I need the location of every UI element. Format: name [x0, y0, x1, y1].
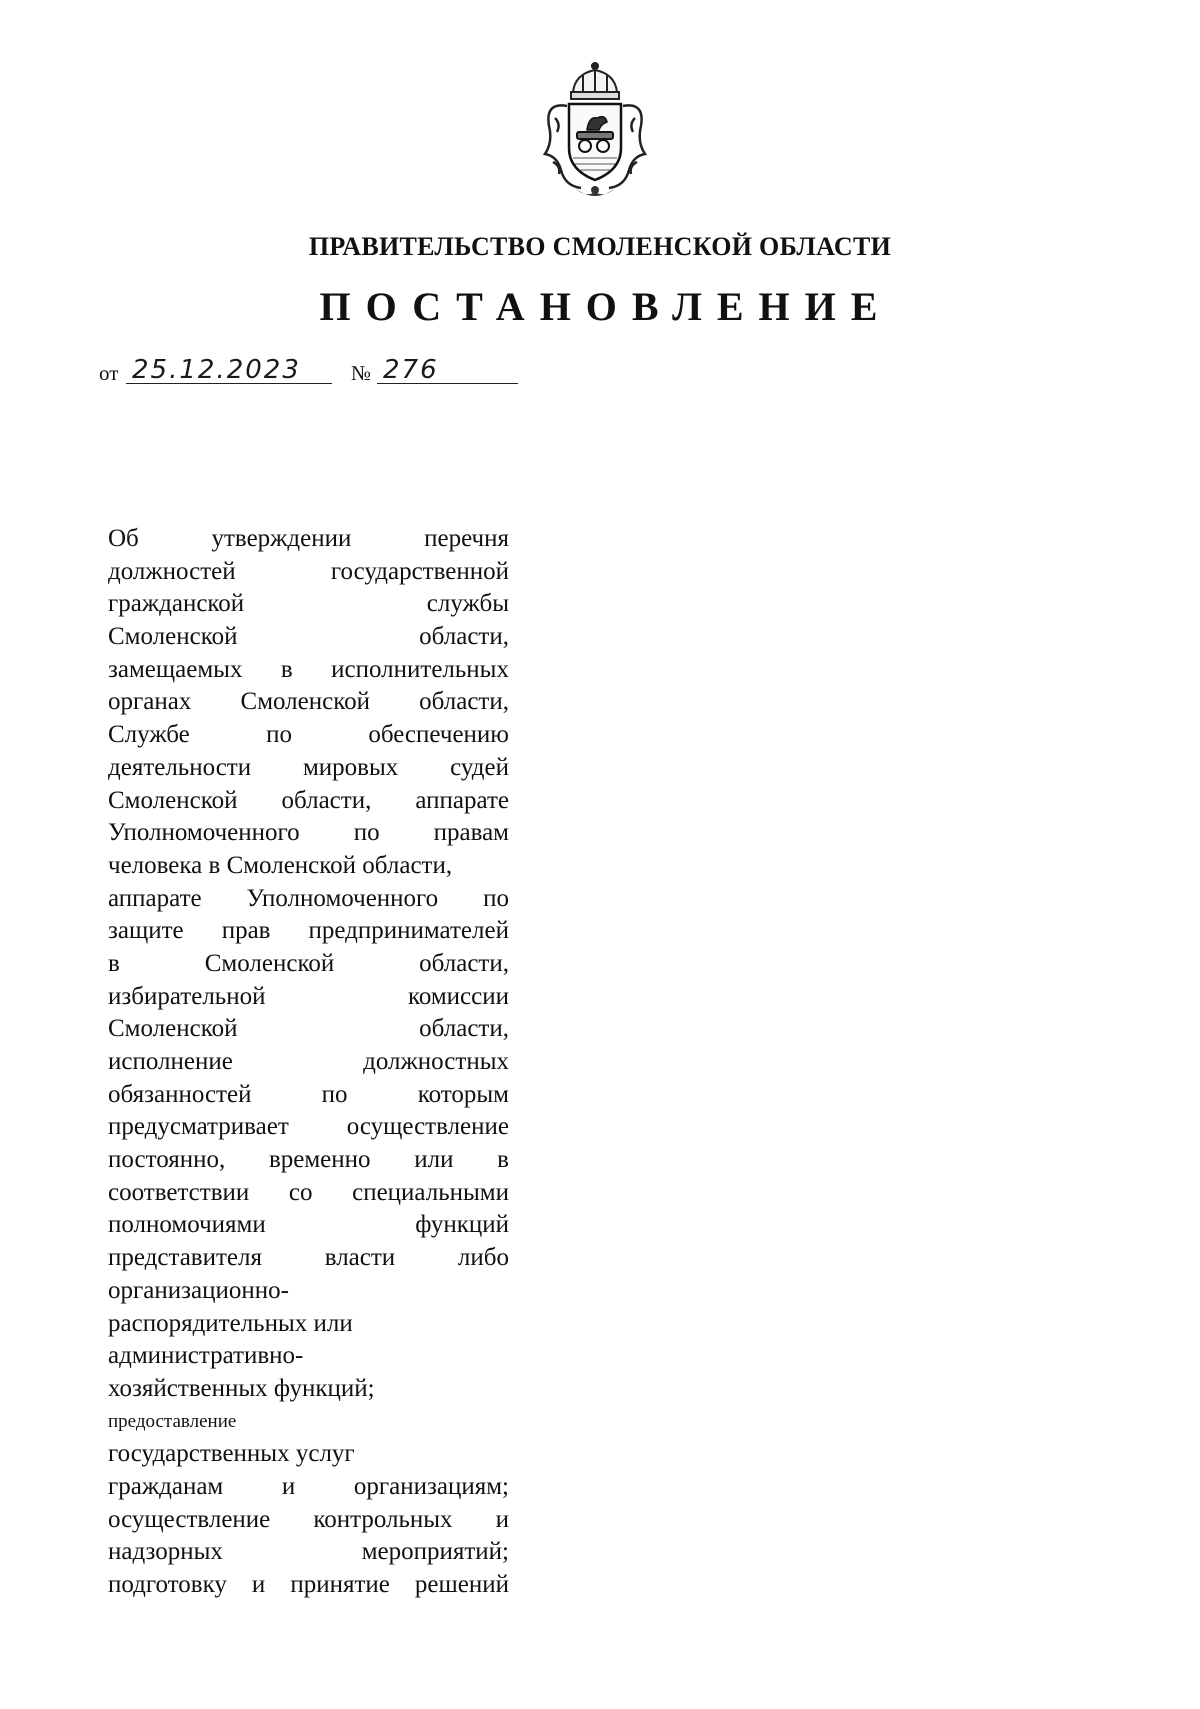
subject-word: аппарате — [415, 786, 509, 814]
subject-word: в — [108, 949, 120, 977]
subject-word: Уполномоченного — [108, 819, 300, 847]
subject-line — [108, 1373, 509, 1406]
subject-word: Смоленской — [108, 786, 238, 814]
subject-word: обязанностей — [108, 1080, 252, 1108]
subject-line — [108, 883, 509, 916]
subject-word: области, — [419, 688, 509, 716]
subject-word: которым — [417, 1080, 509, 1108]
subject-word: перечня — [424, 525, 509, 552]
subject-word: утверждении — [211, 525, 352, 552]
subject-word: и — [251, 1571, 266, 1598]
subject-word: аппарате — [108, 884, 202, 912]
subject-word: функций — [415, 1211, 509, 1239]
subject-word: распорядительных или — [108, 1309, 353, 1337]
subject-word: службы — [426, 590, 509, 618]
subject-word: деятельности — [108, 753, 252, 781]
subject-word: принятие — [290, 1571, 390, 1598]
subject-word: в — [497, 1146, 509, 1174]
subject-word: организационно- — [108, 1276, 289, 1304]
subject-line — [108, 1079, 509, 1112]
subject-word: хозяйственных функций; — [108, 1374, 375, 1402]
subject-line — [108, 1177, 509, 1210]
subject-line — [108, 719, 509, 752]
subject-line — [108, 523, 509, 556]
subject-word: области, — [419, 949, 509, 977]
subject-line — [108, 785, 509, 818]
subject-word: надзорных — [108, 1538, 223, 1566]
subject-word: Об — [108, 525, 139, 552]
subject-word: мероприятий; — [361, 1538, 509, 1566]
subject-line — [108, 1308, 509, 1341]
subject-word: исполнительных — [331, 655, 509, 683]
date-value: 25.12.2023 — [126, 357, 332, 384]
subject-line — [108, 1471, 509, 1504]
smolensk-coat-of-arms-icon — [535, 62, 655, 202]
subject-line — [108, 1275, 509, 1308]
subject-line — [108, 1242, 509, 1275]
subject-word: по — [321, 1080, 348, 1108]
subject-word: Смоленской — [204, 949, 335, 977]
subject-word: области, — [281, 786, 372, 814]
subject-line — [108, 1536, 509, 1569]
subject-line — [108, 1406, 509, 1439]
subject-word: органах — [108, 688, 192, 716]
subject-line — [108, 1013, 509, 1046]
subject-word: области, — [419, 1015, 509, 1043]
subject-word: и — [281, 1472, 296, 1500]
subject-word: человека в Смоленской области, — [108, 851, 453, 879]
subject-word: решений — [414, 1571, 509, 1598]
subject-word: и — [495, 1505, 509, 1533]
subject-word: предоставление — [108, 1410, 237, 1432]
subject-word: соответствии — [108, 1178, 250, 1206]
subject-word: власти — [324, 1244, 396, 1272]
subject-word: представителя — [108, 1244, 262, 1272]
subject-word: специальными — [352, 1178, 509, 1206]
subject-word: предусматривает — [108, 1113, 289, 1141]
subject-line — [108, 621, 509, 654]
subject-word: Уполномоченного — [246, 884, 439, 912]
subject-word: по — [483, 884, 509, 912]
document-type-title: ПОСТАНОВЛЕНИЕ — [319, 284, 893, 329]
subject-word: контрольных — [313, 1505, 453, 1533]
subject-line — [108, 948, 509, 981]
subject-line — [108, 588, 509, 621]
subject-word: по — [266, 721, 292, 749]
subject-word: мировых — [302, 753, 399, 781]
subject-word: либо — [457, 1244, 509, 1272]
subject-word: осуществление — [108, 1505, 271, 1533]
subject-word: замещаемых — [108, 655, 243, 683]
subject-word: должностей — [108, 557, 236, 585]
subject-word: или — [414, 1146, 454, 1174]
subject-word: по — [353, 819, 380, 847]
subject-line — [108, 1111, 509, 1144]
date-prefix: от — [99, 361, 119, 385]
subject-word: постоянно, — [108, 1146, 226, 1174]
subject-line — [108, 556, 509, 589]
subject-line — [108, 686, 509, 719]
subject-word: комиссии — [407, 982, 509, 1010]
subject-line — [108, 1504, 509, 1537]
organization-title: ПРАВИТЕЛЬСТВО СМОЛЕНСКОЙ ОБЛАСТИ — [308, 232, 892, 261]
subject-word: защите — [108, 917, 184, 945]
subject-word: Смоленской — [240, 688, 370, 716]
subject-word: полномочиями — [108, 1211, 266, 1239]
number-sign: № — [351, 361, 372, 385]
subject-line — [108, 1569, 509, 1602]
subject-word: исполнение — [108, 1048, 233, 1075]
subject-word: гражданам — [108, 1472, 224, 1500]
subject-word: временно — [268, 1146, 371, 1174]
subject-word: в — [280, 655, 293, 683]
subject-word: Смоленской — [108, 1015, 238, 1043]
subject-word: избирательной — [108, 982, 266, 1010]
subject-word: государственной — [330, 557, 509, 585]
subject-word: организациям; — [353, 1472, 509, 1500]
subject-word: со — [288, 1178, 313, 1206]
subject-word: гражданской — [108, 590, 245, 618]
subject-word: правам — [433, 819, 509, 847]
subject-line — [108, 850, 509, 883]
subject-word: государственных услуг — [108, 1440, 355, 1468]
subject-word: Смоленской — [108, 623, 238, 651]
subject-word: осуществление — [346, 1113, 509, 1141]
subject-line — [108, 752, 509, 785]
subject-word: прав — [221, 917, 271, 945]
subject-line — [108, 1209, 509, 1242]
subject-word: административно- — [108, 1342, 304, 1370]
subject-line — [108, 1046, 509, 1079]
subject-word: Службе — [108, 721, 190, 749]
subject-line — [108, 1438, 509, 1471]
subject-paragraph — [108, 523, 509, 1602]
subject-line — [108, 654, 509, 687]
subject-word: обеспечению — [368, 721, 509, 749]
subject-line — [108, 1340, 509, 1373]
subject-line — [108, 915, 509, 948]
number-value: 276 — [377, 357, 518, 384]
subject-line — [108, 1144, 509, 1177]
subject-word: области, — [419, 623, 509, 651]
subject-word: судей — [450, 753, 509, 781]
subject-line — [108, 981, 509, 1014]
subject-line — [108, 817, 509, 850]
subject-word: предпринимателей — [308, 917, 509, 945]
subject-word: подготовку — [108, 1571, 227, 1598]
subject-word: должностных — [363, 1048, 509, 1075]
